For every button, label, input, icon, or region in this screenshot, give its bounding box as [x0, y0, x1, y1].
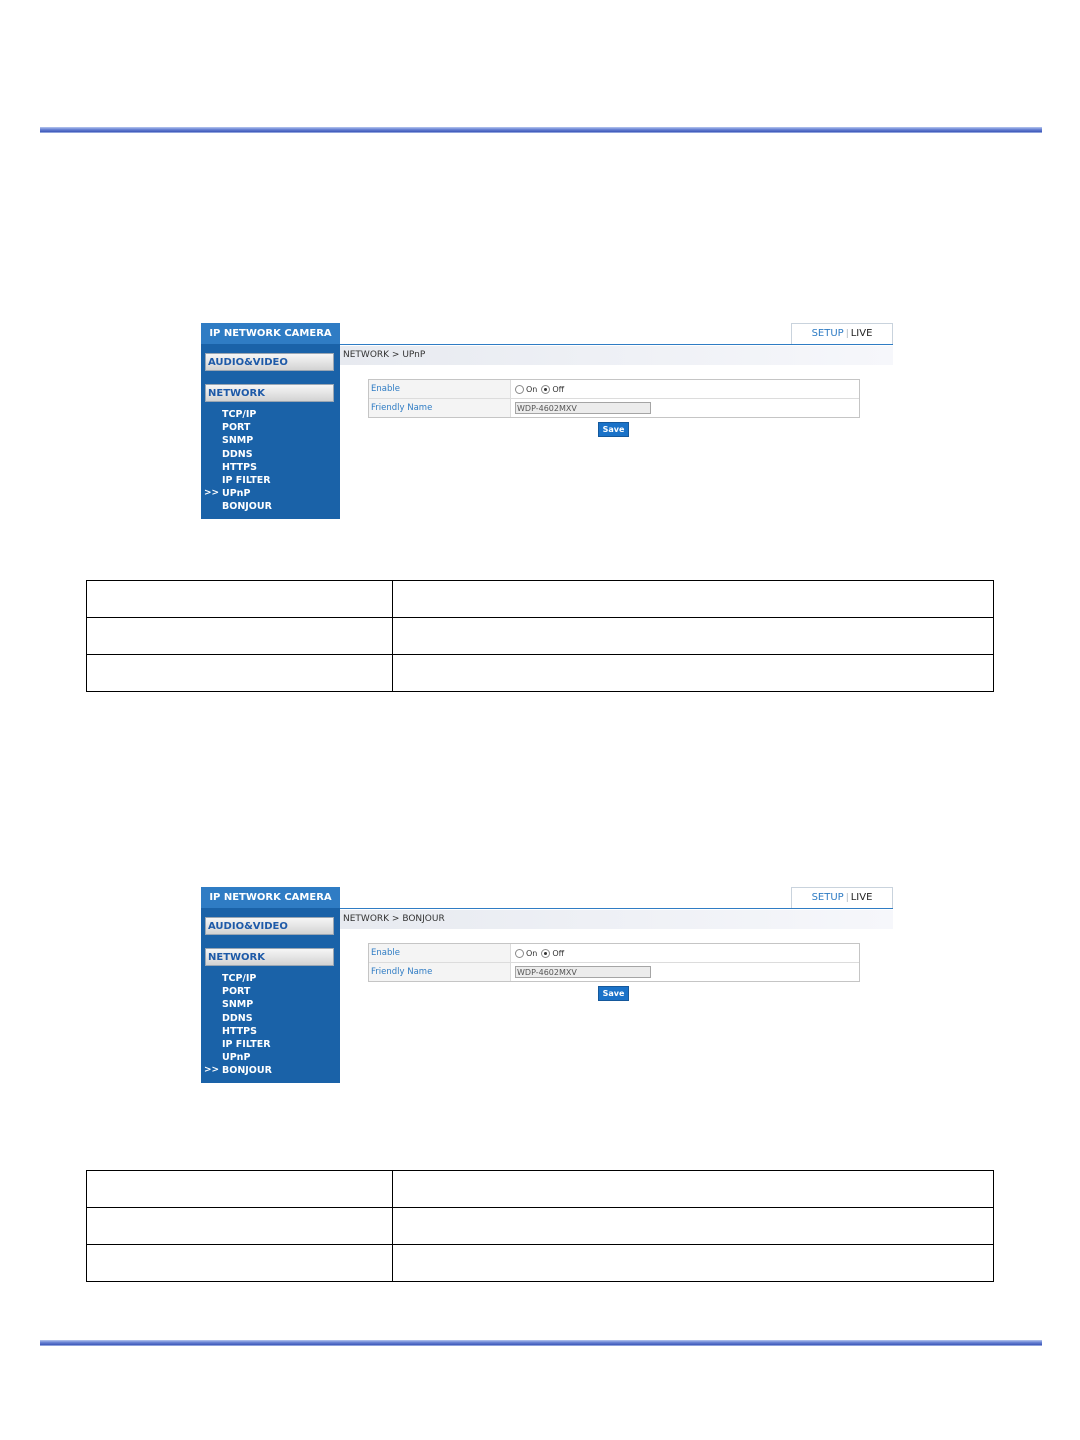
top-divider — [40, 127, 1042, 133]
table-row — [87, 655, 994, 692]
sidebar — [201, 323, 340, 519]
table-row — [87, 1171, 994, 1208]
sidebar-network-items — [201, 408, 340, 514]
mode-tabs — [791, 887, 893, 908]
table-row — [87, 1208, 994, 1245]
selected-marker: >> — [204, 488, 220, 499]
sidebar-item-label: TCP/IP — [222, 973, 257, 984]
top-bar — [340, 887, 893, 909]
sidebar-item-label: BONJOUR — [222, 1065, 272, 1077]
sidebar-item-label: UPnP — [222, 488, 251, 500]
selected-marker: >> — [204, 1065, 220, 1076]
sidebar-item-ddns[interactable] — [201, 448, 340, 461]
sidebar-item-label: HTTPS — [222, 461, 257, 473]
sidebar-item-upnp[interactable] — [201, 487, 340, 500]
friendly-name-cell — [511, 963, 859, 981]
upnp-screenshot — [201, 323, 893, 519]
enable-on-label: On — [526, 384, 538, 394]
enable-off-label: Off — [552, 948, 565, 958]
bonjour-description-table — [86, 1170, 994, 1282]
enable-options — [511, 944, 859, 962]
table-row — [87, 618, 994, 655]
table-cell — [393, 1208, 994, 1245]
upnp-settings-form — [368, 379, 860, 418]
save-button[interactable]: Save — [598, 422, 629, 437]
sidebar-section-network[interactable]: NETWORK — [205, 384, 334, 402]
table-row — [87, 1245, 994, 1282]
sidebar-title: IP NETWORK CAMERA — [201, 323, 340, 344]
sidebar-item-ddns[interactable] — [201, 1012, 340, 1025]
friendly-name-input[interactable]: WDP-4602MXV — [515, 966, 651, 978]
friendly-name-row — [369, 963, 859, 981]
table-cell — [87, 655, 393, 692]
sidebar-item-bonjour[interactable] — [201, 500, 340, 513]
bottom-divider — [40, 1340, 1042, 1346]
table-cell — [87, 618, 393, 655]
tab-setup[interactable]: SETUP — [811, 892, 844, 903]
sidebar-item-label: IP FILTER — [222, 1038, 271, 1050]
table-cell — [393, 618, 994, 655]
table-cell — [87, 581, 393, 618]
enable-row — [369, 944, 859, 963]
breadcrumb: NETWORK > UPnP — [343, 350, 426, 360]
enable-row — [369, 380, 859, 399]
friendly-name-row — [369, 399, 859, 417]
tab-separator: | — [845, 893, 849, 903]
sidebar-section-audio-video[interactable]: AUDIO&VIDEO — [205, 353, 334, 371]
table-row — [87, 581, 994, 618]
breadcrumb-bar — [340, 910, 893, 929]
table-cell — [87, 1208, 393, 1245]
friendly-name-input[interactable]: WDP-4602MXV — [515, 402, 651, 414]
table-cell — [393, 655, 994, 692]
table-cell — [393, 1171, 994, 1208]
sidebar-item-label: DDNS — [222, 1012, 253, 1024]
sidebar-item-label: IP FILTER — [222, 474, 271, 486]
bonjour-screenshot — [201, 887, 893, 1083]
sidebar-item-label: UPnP — [222, 1052, 251, 1064]
friendly-name-cell — [511, 399, 859, 417]
sidebar — [201, 887, 340, 1083]
sidebar-item-snmp[interactable] — [201, 998, 340, 1011]
enable-off-radio[interactable] — [541, 949, 550, 958]
enable-off-radio[interactable] — [541, 385, 550, 394]
mode-tabs — [791, 323, 893, 344]
tab-setup[interactable]: SETUP — [811, 328, 844, 339]
bonjour-settings-form — [368, 943, 860, 982]
sidebar-section-network[interactable]: NETWORK — [205, 948, 334, 966]
sidebar-item-label: SNMP — [222, 435, 254, 447]
enable-label: Enable — [369, 380, 511, 398]
friendly-name-label: Friendly Name — [369, 963, 511, 981]
sidebar-item-tcp-ip[interactable] — [201, 408, 340, 421]
tab-live[interactable]: LIVE — [850, 892, 873, 903]
table-cell — [393, 581, 994, 618]
sidebar-item-port[interactable] — [201, 985, 340, 998]
tab-separator: | — [845, 329, 849, 339]
sidebar-item-https[interactable] — [201, 1025, 340, 1038]
sidebar-item-bonjour[interactable] — [201, 1064, 340, 1077]
sidebar-item-label: BONJOUR — [222, 501, 272, 513]
enable-off-label: Off — [552, 384, 565, 394]
table-cell — [87, 1171, 393, 1208]
breadcrumb-bar — [340, 346, 893, 365]
breadcrumb: NETWORK > BONJOUR — [343, 914, 445, 924]
upnp-description-table — [86, 580, 994, 692]
tab-live[interactable]: LIVE — [850, 328, 873, 339]
sidebar-network-items — [201, 972, 340, 1078]
enable-options — [511, 380, 859, 398]
sidebar-item-label: DDNS — [222, 448, 253, 460]
sidebar-item-port[interactable] — [201, 421, 340, 434]
sidebar-item-tcp-ip[interactable] — [201, 972, 340, 985]
sidebar-item-snmp[interactable] — [201, 434, 340, 447]
sidebar-item-ip-filter[interactable] — [201, 1038, 340, 1051]
sidebar-section-audio-video[interactable]: AUDIO&VIDEO — [205, 917, 334, 935]
top-bar — [340, 323, 893, 345]
table-cell — [393, 1245, 994, 1282]
sidebar-item-label: PORT — [222, 986, 251, 998]
enable-on-label: On — [526, 948, 538, 958]
sidebar-item-upnp[interactable] — [201, 1051, 340, 1064]
sidebar-item-ip-filter[interactable] — [201, 474, 340, 487]
sidebar-item-label: TCP/IP — [222, 409, 257, 420]
sidebar-item-label: HTTPS — [222, 1025, 257, 1037]
enable-on-radio[interactable] — [515, 949, 524, 958]
enable-label: Enable — [369, 944, 511, 962]
sidebar-item-label: PORT — [222, 422, 251, 434]
sidebar-item-https[interactable] — [201, 461, 340, 474]
enable-on-radio[interactable] — [515, 385, 524, 394]
friendly-name-label: Friendly Name — [369, 399, 511, 417]
sidebar-item-label: SNMP — [222, 999, 254, 1011]
save-button[interactable]: Save — [598, 986, 629, 1001]
table-cell — [87, 1245, 393, 1282]
sidebar-title: IP NETWORK CAMERA — [201, 887, 340, 908]
